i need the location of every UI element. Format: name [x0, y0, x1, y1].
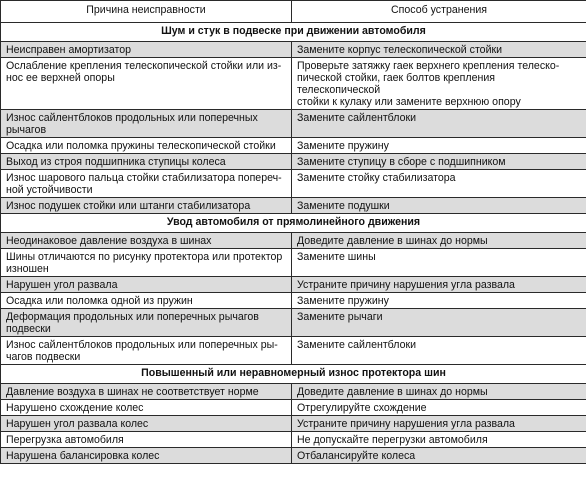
section-title: Увод автомобиля от прямолинейного движения: [1, 214, 586, 233]
fix-cell: Замените шины: [292, 249, 586, 277]
table-row: [1, 42, 586, 58]
cause-cell: Неодинаковое давление воздуха в шинах: [1, 233, 292, 249]
fix-cell: Замените ступицу в сборе с подшипником: [292, 154, 586, 170]
fix-cell: Замените стойку стабилизатора: [292, 170, 586, 198]
cause-cell: Износ подушек стойки или штанги стабилизатора: [1, 198, 292, 214]
table-row: [1, 277, 586, 293]
fix-cell: Замените сайлентблоки: [292, 110, 586, 138]
section-row: [1, 214, 586, 233]
cause-cell: Нарушен угол развала колес: [1, 416, 292, 432]
cause-cell: Выход из строя подшипника ступицы колеса: [1, 154, 292, 170]
table-row: [1, 400, 586, 416]
table-row: [1, 233, 586, 249]
table-row: [1, 154, 586, 170]
fix-cell: Проверьте затяжку гаек верхнего крепления телеско- пической стойки, гаек болтов крепления телескопической стойки к кулаку или замените верхнюю опору: [292, 58, 586, 110]
cause-cell: Нарушено схождение колес: [1, 400, 292, 416]
table-row: [1, 448, 586, 464]
fix-cell: Устраните причину нарушения угла развала: [292, 416, 586, 432]
table-row: [1, 384, 586, 400]
section-title: Шум и стук в подвеске при движении автомобиля: [1, 23, 586, 42]
table-row: [1, 198, 586, 214]
table-row: [1, 337, 586, 365]
fix-cell: Замените сайлентблоки: [292, 337, 586, 365]
cause-cell: Перегрузка автомобиля: [1, 432, 292, 448]
header-cause: Причина неисправности: [1, 1, 292, 23]
fix-cell: Отбалансируйте колеса: [292, 448, 586, 464]
fix-cell: Доведите давление в шинах до нормы: [292, 233, 586, 249]
fix-cell: Замените рычаги: [292, 309, 586, 337]
fix-cell: Замените пружину: [292, 293, 586, 309]
fix-cell: Замените подушки: [292, 198, 586, 214]
fix-cell: Замените корпус телескопической стойки: [292, 42, 586, 58]
fix-cell: Доведите давление в шинах до нормы: [292, 384, 586, 400]
cause-cell: Нарушен угол развала: [1, 277, 292, 293]
fix-cell: Замените пружину: [292, 138, 586, 154]
cause-cell: Ослабление крепления телескопической стойки или из- нос ее верхней опоры: [1, 58, 292, 110]
section-title: Повышенный или неравномерный износ протектора шин: [1, 365, 586, 384]
cause-cell: Давление воздуха в шинах не соответствует норме: [1, 384, 292, 400]
table-row: [1, 249, 586, 277]
table-row: [1, 110, 586, 138]
table-row: [1, 309, 586, 337]
table-row: [1, 432, 586, 448]
cause-cell: Осадка или поломка пружины телескопической стойки: [1, 138, 292, 154]
cause-cell: Износ шарового пальца стойки стабилизатора попереч- ной устойчивости: [1, 170, 292, 198]
fix-cell: Устраните причину нарушения угла развала: [292, 277, 586, 293]
section-row: [1, 365, 586, 384]
cause-cell: Нарушена балансировка колес: [1, 448, 292, 464]
cause-cell: Неисправен амортизатор: [1, 42, 292, 58]
table-row: [1, 416, 586, 432]
cause-cell: Износ сайлентблоков продольных или поперечных ры- чагов подвески: [1, 337, 292, 365]
fix-cell: Отрегулируйте схождение: [292, 400, 586, 416]
table-row: [1, 58, 586, 110]
table-row: [1, 293, 586, 309]
table-row: [1, 170, 586, 198]
cause-cell: Деформация продольных или поперечных рычагов подвески: [1, 309, 292, 337]
section-row: [1, 23, 586, 42]
header-fix: Способ устранения: [292, 1, 586, 23]
cause-cell: Осадка или поломка одной из пружин: [1, 293, 292, 309]
cause-cell: Износ сайлентблоков продольных или поперечных рычагов: [1, 110, 292, 138]
header-row: [1, 1, 586, 23]
cause-cell: Шины отличаются по рисунку протектора или протектор изношен: [1, 249, 292, 277]
table-row: [1, 138, 586, 154]
fix-cell: Не допускайте перегрузки автомобиля: [292, 432, 586, 448]
